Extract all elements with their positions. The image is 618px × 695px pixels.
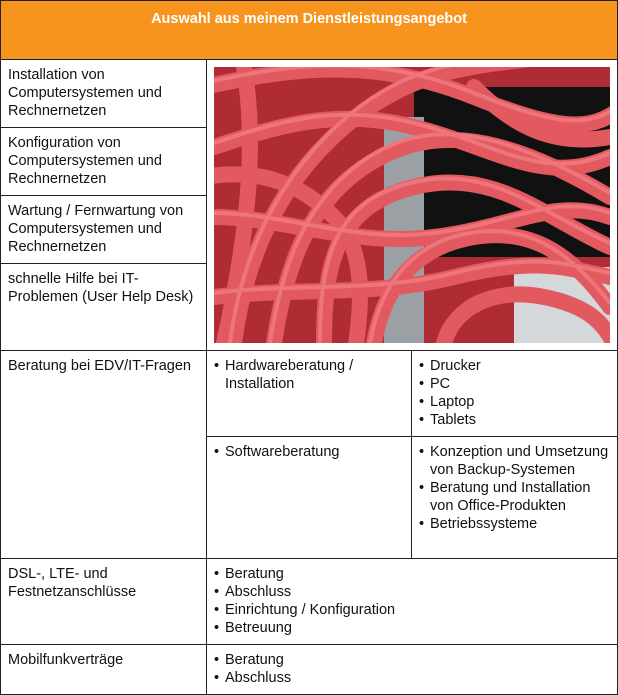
service-installation — [0, 59, 207, 128]
list-item: • Hardwareberatung / Installation — [214, 357, 405, 393]
table-header — [0, 0, 618, 60]
software-cell — [206, 436, 412, 559]
mobil-cell — [0, 644, 207, 695]
list-item: • Betriebssysteme — [419, 515, 611, 533]
list-item: • Softwareberatung — [214, 443, 405, 461]
list-item: • Tablets — [419, 411, 611, 429]
list-item: • Konzeption und Umsetzung von Backup-Systemen — [419, 443, 611, 479]
service-wartung — [0, 195, 207, 264]
list-item: • Drucker — [419, 357, 611, 375]
list-item: • Einrichtung / Konfiguration — [214, 601, 611, 619]
header-title: Auswahl aus meinem Dienstleistungsangebot — [151, 11, 467, 27]
service-konfiguration — [0, 127, 207, 196]
edv-beratung-cell — [0, 350, 207, 559]
hardware-cell — [206, 350, 412, 437]
dsl-items-list — [207, 559, 617, 637]
list-item: • PC — [419, 375, 611, 393]
software-list — [207, 437, 411, 461]
list-item: • Betreuung — [214, 619, 611, 637]
service-label: Installation von Computersystemen und Rechnernetzen — [8, 67, 162, 119]
cables-photo-cell — [206, 59, 618, 351]
edv-label: Beratung bei EDV/IT-Fragen — [8, 358, 191, 374]
cables-photo — [214, 67, 610, 343]
dsl-cell — [0, 558, 207, 645]
software-items-cell — [411, 436, 618, 559]
list-item: • Beratung — [214, 565, 611, 583]
list-item: • Laptop — [419, 393, 611, 411]
service-label: schnelle Hilfe bei IT-Problemen (User Help Desk) — [8, 271, 194, 305]
list-item: • Abschluss — [214, 669, 611, 687]
mobil-label: Mobilfunkverträge — [8, 652, 124, 668]
dsl-label: DSL-, LTE- und Festnetzanschlüsse — [8, 566, 137, 600]
software-items-list — [412, 437, 617, 533]
list-item: • Beratung und Installation von Office-Produkten — [419, 479, 611, 515]
list-item: • Beratung — [214, 651, 611, 669]
hardware-items-list — [412, 351, 617, 429]
service-label: Konfiguration von Computersystemen und Rechnernetzen — [8, 135, 162, 187]
hardware-items-cell — [411, 350, 618, 437]
dsl-items-cell — [206, 558, 618, 645]
service-helpdesk — [0, 263, 207, 351]
hardware-list — [207, 351, 411, 393]
mobil-items-cell — [206, 644, 618, 695]
list-item: • Abschluss — [214, 583, 611, 601]
mobil-items-list — [207, 645, 617, 687]
service-label: Wartung / Fernwartung von Computersystemen und Rechnernetzen — [8, 203, 184, 255]
